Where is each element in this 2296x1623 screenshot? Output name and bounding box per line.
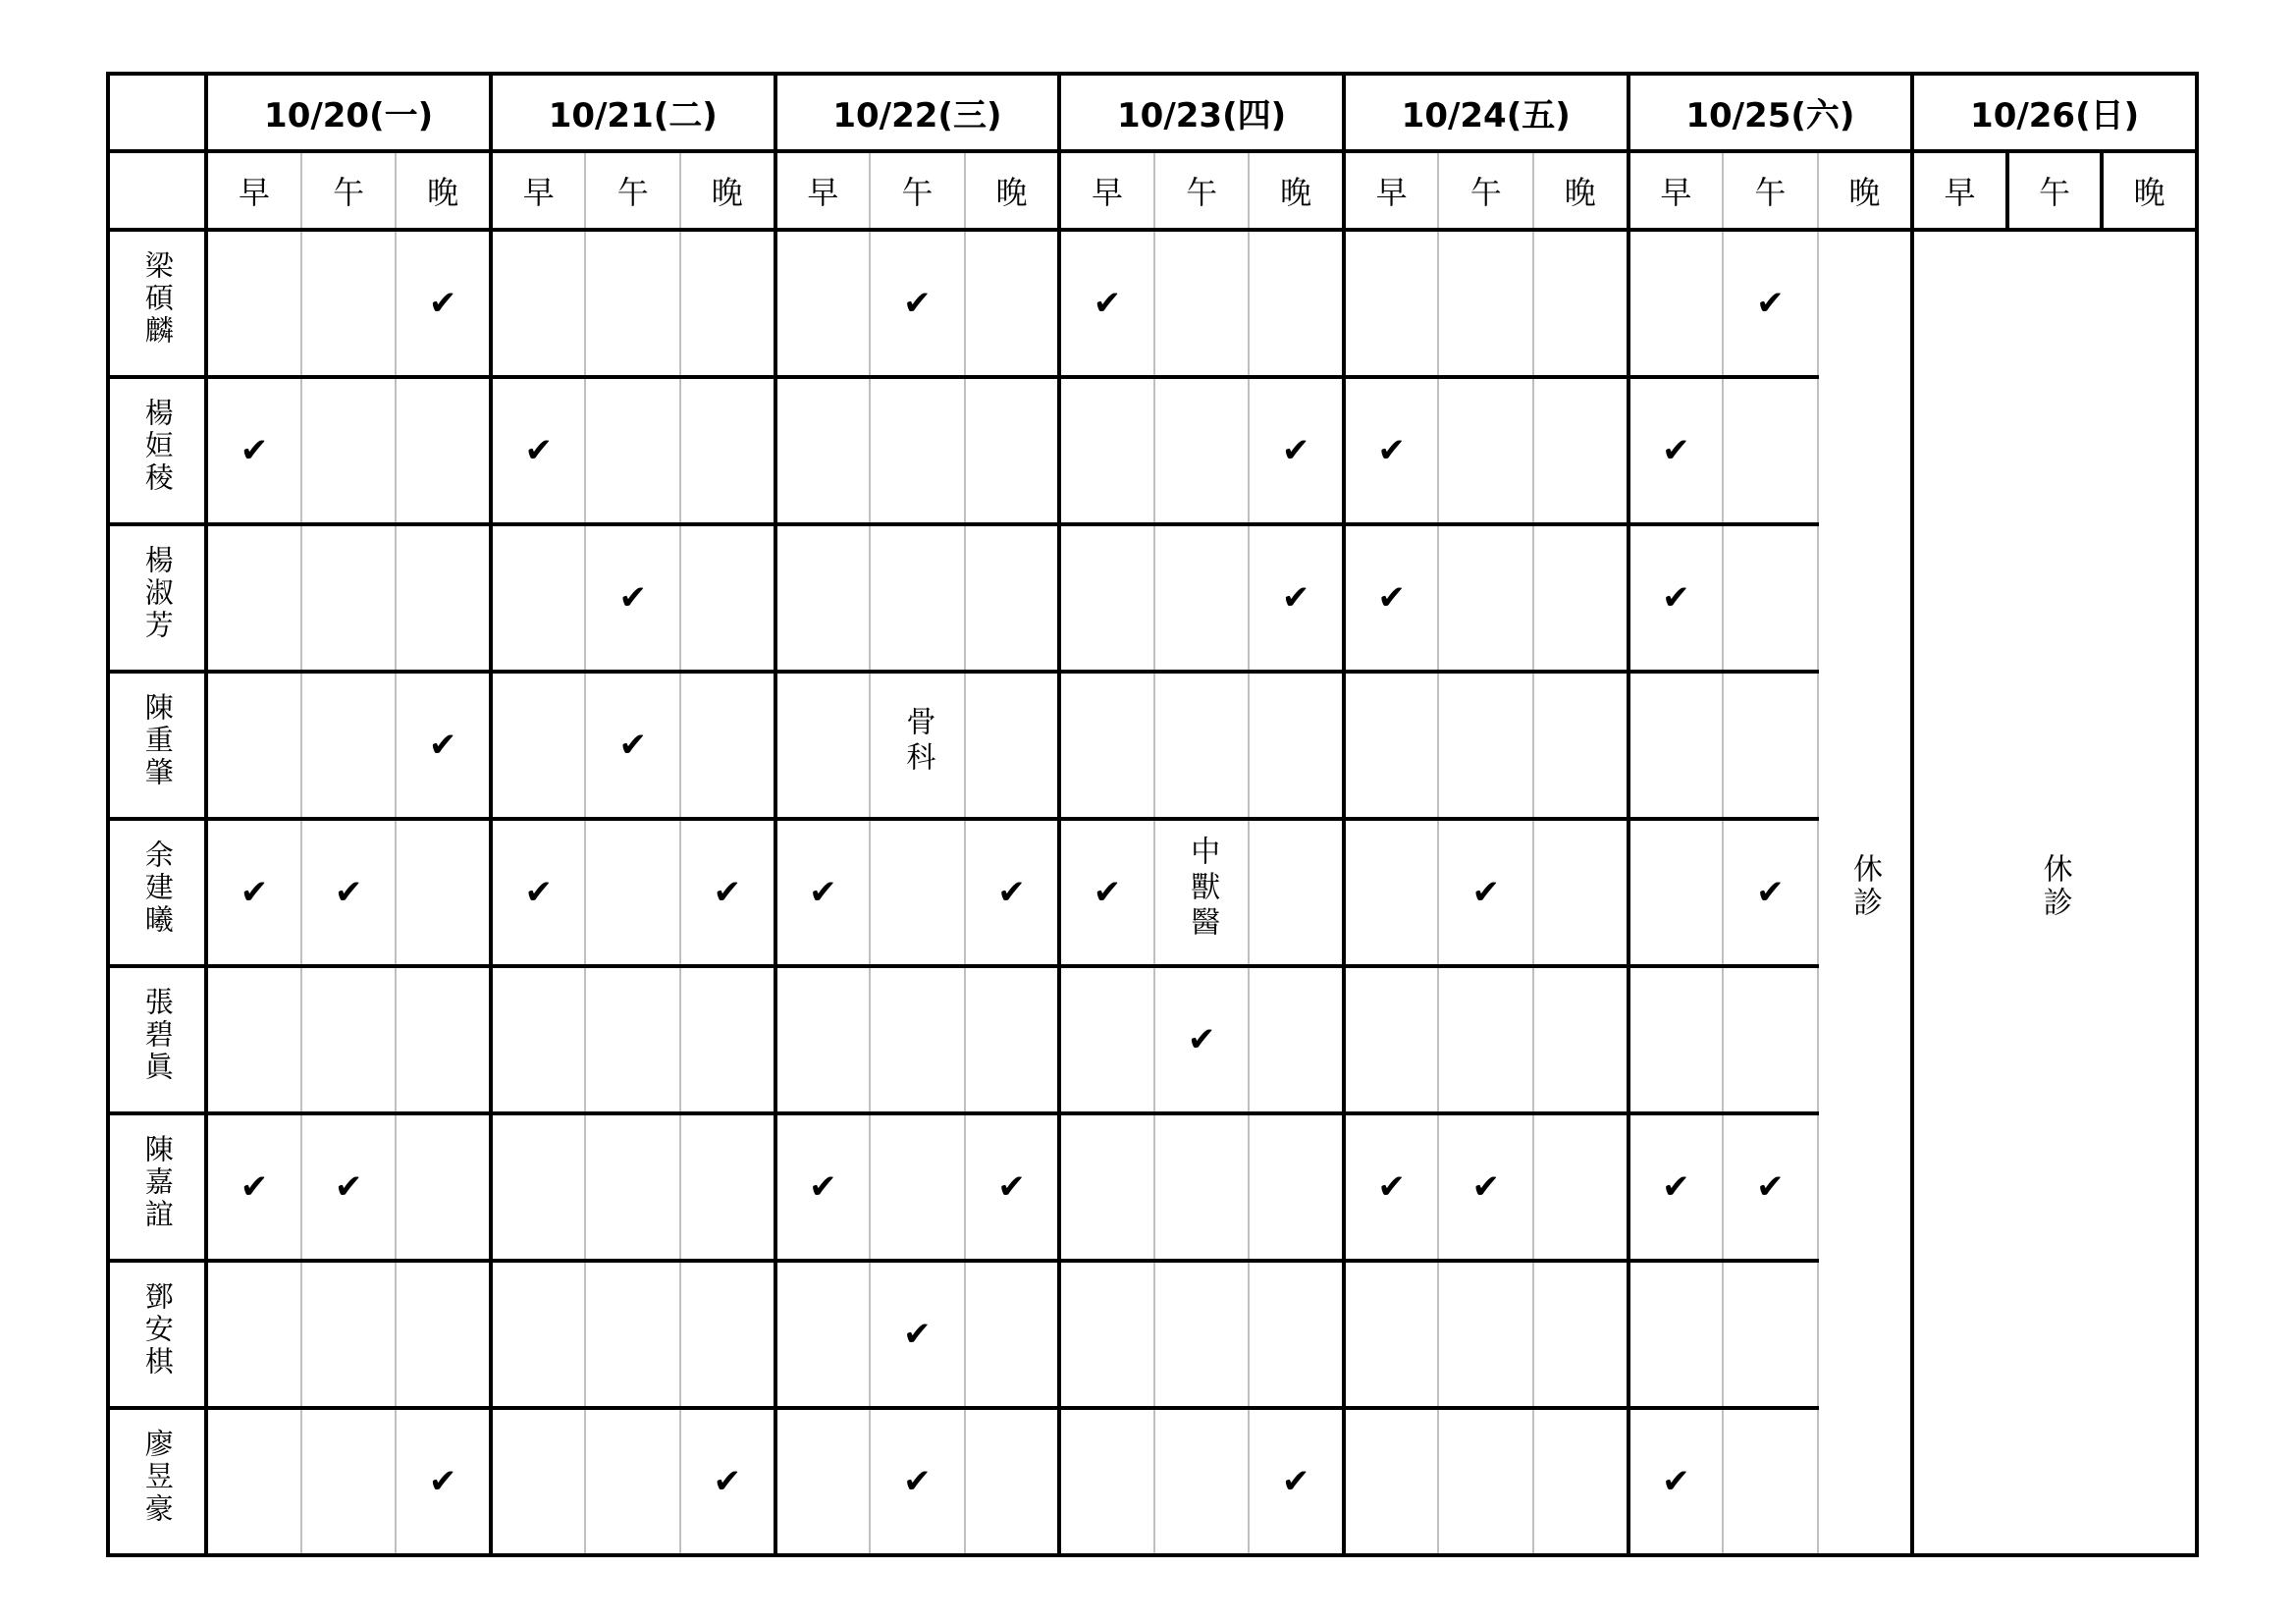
schedule-cell (301, 377, 397, 524)
schedule-cell (585, 672, 680, 819)
slot-label: 晚 (965, 151, 1060, 230)
schedule-cell (1249, 230, 1344, 377)
schedule-cell (1059, 377, 1154, 524)
schedule-cell (870, 1408, 965, 1555)
date-header: 10/21(二) (491, 74, 775, 151)
schedule-cell (1629, 966, 1724, 1113)
slot-label: 晚 (1249, 151, 1344, 230)
schedule-cell (1629, 524, 1724, 672)
doctor-name-cell (108, 377, 206, 524)
schedule-cell (1533, 1408, 1629, 1555)
schedule-cell (301, 819, 397, 966)
schedule-cell (1533, 1113, 1629, 1261)
slot-label: 晚 (1533, 151, 1629, 230)
schedule-cell (396, 377, 491, 524)
check-mark: ✔ (809, 1167, 837, 1207)
schedule-cell (1438, 1261, 1533, 1408)
schedule-cell (1344, 1408, 1439, 1555)
slot-label: 晚 (396, 151, 491, 230)
check-mark: ✔ (618, 726, 647, 765)
check-mark: ✔ (1281, 431, 1310, 470)
check-mark: ✔ (1471, 1167, 1500, 1207)
slot-label: 午 (870, 151, 965, 230)
schedule-cell (1344, 966, 1439, 1113)
schedule-cell (870, 966, 965, 1113)
doctor-name: 楊姮稜 (140, 397, 175, 495)
schedule-cell (1059, 1408, 1154, 1555)
schedule-cell (1629, 819, 1724, 966)
schedule-cell (965, 1261, 1060, 1408)
schedule-cell (1344, 1113, 1439, 1261)
schedule-cell (1154, 1113, 1250, 1261)
doctor-name: 陳嘉誼 (140, 1133, 175, 1231)
schedule-cell (1438, 672, 1533, 819)
schedule-cell (585, 377, 680, 524)
schedule-cell (206, 230, 301, 377)
cell-note: 骨科 (900, 706, 935, 777)
schedule-cell (491, 377, 586, 524)
schedule-cell (870, 672, 965, 819)
schedule-cell (680, 1261, 775, 1408)
schedule-cell (206, 966, 301, 1113)
check-mark: ✔ (1662, 431, 1690, 470)
schedule-cell (206, 377, 301, 524)
check-mark: ✔ (713, 1462, 742, 1501)
closed-sat-evening (1818, 230, 1913, 1555)
schedule-cell (585, 1261, 680, 1408)
schedule-cell (491, 1113, 586, 1261)
schedule-cell (1533, 230, 1629, 377)
schedule-cell (301, 1261, 397, 1408)
schedule-cell (491, 1408, 586, 1555)
schedule-cell (1723, 1408, 1818, 1555)
slot-label: 早 (491, 151, 586, 230)
schedule-cell (1154, 1261, 1250, 1408)
schedule-cell (680, 1408, 775, 1555)
schedule-cell (1154, 377, 1250, 524)
closed-label: 休診 (1846, 852, 1882, 920)
check-mark: ✔ (524, 431, 553, 470)
schedule-cell (396, 1408, 491, 1555)
check-mark: ✔ (903, 1462, 932, 1501)
schedule-cell (1723, 966, 1818, 1113)
slot-label: 早 (1912, 151, 2007, 230)
check-mark: ✔ (1377, 1167, 1406, 1207)
schedule-cell (1438, 819, 1533, 966)
check-mark: ✔ (428, 726, 457, 765)
schedule-cell (1249, 1408, 1344, 1555)
check-mark: ✔ (903, 1315, 932, 1354)
slot-label: 午 (1154, 151, 1250, 230)
schedule-cell (680, 230, 775, 377)
date-header: 10/26(日) (1912, 74, 2197, 151)
schedule-cell (1059, 524, 1154, 672)
schedule-cell (1154, 230, 1250, 377)
doctor-name-cell (108, 1408, 206, 1555)
schedule-cell (775, 672, 871, 819)
schedule-table (106, 72, 2199, 1557)
schedule-cell (870, 524, 965, 672)
schedule-cell (585, 966, 680, 1113)
schedule-cell (870, 377, 965, 524)
schedule-cell (1723, 819, 1818, 966)
schedule-cell (775, 377, 871, 524)
schedule-cell (396, 966, 491, 1113)
schedule-cell (775, 1113, 871, 1261)
closed-label: 休診 (2037, 852, 2072, 920)
schedule-cell (870, 1113, 965, 1261)
cell-note: 中獸醫 (1185, 836, 1220, 942)
schedule-cell (1723, 1261, 1818, 1408)
schedule-cell (1344, 1261, 1439, 1408)
schedule-cell (396, 819, 491, 966)
schedule-cell (1344, 819, 1439, 966)
doctor-name: 張碧眞 (140, 986, 175, 1084)
check-mark: ✔ (1756, 284, 1785, 323)
schedule-cell (206, 524, 301, 672)
doctor-name-cell (108, 966, 206, 1113)
schedule-cell (301, 966, 397, 1113)
schedule-cell (1154, 966, 1250, 1113)
check-mark: ✔ (428, 1462, 457, 1501)
schedule-cell (1249, 1113, 1344, 1261)
check-mark: ✔ (997, 873, 1026, 912)
check-mark: ✔ (713, 873, 742, 912)
check-mark: ✔ (1281, 1462, 1310, 1501)
schedule-cell (396, 524, 491, 672)
check-mark: ✔ (1662, 1462, 1690, 1501)
slot-label: 早 (206, 151, 301, 230)
schedule-cell (1533, 1261, 1629, 1408)
check-mark: ✔ (240, 873, 269, 912)
schedule-cell (1154, 1408, 1250, 1555)
check-mark: ✔ (618, 578, 647, 618)
check-mark: ✔ (240, 431, 269, 470)
slot-label: 晚 (680, 151, 775, 230)
slot-label: 早 (775, 151, 871, 230)
schedule-cell (491, 966, 586, 1113)
schedule-cell (396, 1113, 491, 1261)
schedule-cell (965, 672, 1060, 819)
schedule-cell (775, 1261, 871, 1408)
schedule-cell (870, 819, 965, 966)
schedule-cell (775, 966, 871, 1113)
schedule-cell (1438, 524, 1533, 672)
schedule-cell (775, 230, 871, 377)
schedule-cell (870, 1261, 965, 1408)
schedule-cell (1059, 819, 1154, 966)
slot-label: 午 (585, 151, 680, 230)
schedule-cell (1723, 672, 1818, 819)
check-mark: ✔ (1093, 873, 1122, 912)
schedule-cell (491, 672, 586, 819)
schedule-cell (1154, 819, 1250, 966)
doctor-name-cell (108, 819, 206, 966)
schedule-cell (206, 1261, 301, 1408)
schedule-cell (965, 230, 1060, 377)
schedule-cell (491, 524, 586, 672)
date-header: 10/22(三) (775, 74, 1060, 151)
schedule-cell (965, 819, 1060, 966)
check-mark: ✔ (1093, 284, 1122, 323)
schedule-cell (1533, 377, 1629, 524)
schedule-cell (1249, 1261, 1344, 1408)
schedule-cell (680, 1113, 775, 1261)
check-mark: ✔ (997, 1167, 1026, 1207)
slot-label: 早 (1629, 151, 1724, 230)
doctor-name-cell (108, 672, 206, 819)
check-mark: ✔ (1662, 578, 1690, 618)
schedule-cell (965, 1113, 1060, 1261)
doctor-name: 鄧安棋 (140, 1280, 175, 1379)
schedule-cell (1723, 1113, 1818, 1261)
schedule-cell (585, 1408, 680, 1555)
check-mark: ✔ (1756, 873, 1785, 912)
schedule-cell (1438, 230, 1533, 377)
schedule-cell (1344, 672, 1439, 819)
slot-label: 早 (1059, 151, 1154, 230)
doctor-name: 楊淑芳 (140, 544, 175, 642)
check-mark: ✔ (1281, 578, 1310, 618)
schedule-cell (301, 1113, 397, 1261)
check-mark: ✔ (1377, 578, 1406, 618)
schedule-cell (396, 230, 491, 377)
schedule-cell (1438, 966, 1533, 1113)
schedule-cell (585, 1113, 680, 1261)
slot-label: 晚 (1818, 151, 1913, 230)
schedule-cell (206, 1113, 301, 1261)
schedule-cell (1629, 672, 1724, 819)
schedule-cell (1629, 1113, 1724, 1261)
check-mark: ✔ (1377, 431, 1406, 470)
schedule-cell (585, 230, 680, 377)
doctor-name-cell (108, 1261, 206, 1408)
schedule-cell (1533, 819, 1629, 966)
schedule-cell (680, 377, 775, 524)
schedule-cell (491, 1261, 586, 1408)
schedule-cell (775, 819, 871, 966)
check-mark: ✔ (903, 284, 932, 323)
doctor-name-cell (108, 1113, 206, 1261)
slot-label: 午 (1438, 151, 1533, 230)
schedule-cell (680, 524, 775, 672)
schedule-cell (585, 819, 680, 966)
schedule-cell (965, 377, 1060, 524)
schedule-cell (396, 1261, 491, 1408)
slot-label: 午 (2007, 151, 2103, 230)
schedule-cell (491, 819, 586, 966)
schedule-cell (965, 524, 1060, 672)
check-mark: ✔ (428, 284, 457, 323)
doctor-name: 梁碩麟 (140, 249, 175, 348)
subheader-corner (108, 151, 206, 230)
schedule-cell (1629, 377, 1724, 524)
doctor-name: 廖昱豪 (140, 1428, 175, 1526)
closed-sunday (1912, 230, 2197, 1555)
schedule-cell (1629, 1261, 1724, 1408)
schedule-cell (1249, 819, 1344, 966)
schedule-cell (206, 819, 301, 966)
date-header: 10/24(五) (1344, 74, 1629, 151)
date-header: 10/20(一) (206, 74, 491, 151)
doctor-name-cell (108, 524, 206, 672)
schedule-cell (1154, 672, 1250, 819)
check-mark: ✔ (524, 873, 553, 912)
date-header: 10/23(四) (1059, 74, 1344, 151)
schedule-cell (206, 672, 301, 819)
check-mark: ✔ (1471, 873, 1500, 912)
schedule-cell (1438, 377, 1533, 524)
schedule-cell (206, 1408, 301, 1555)
schedule-cell (1533, 672, 1629, 819)
schedule-cell (965, 1408, 1060, 1555)
check-mark: ✔ (334, 1167, 363, 1207)
slot-label: 早 (1344, 151, 1439, 230)
schedule-cell (1059, 1113, 1154, 1261)
schedule-cell (1059, 966, 1154, 1113)
schedule-cell (1723, 524, 1818, 672)
doctor-name: 余建曦 (140, 839, 175, 937)
slot-label: 晚 (2102, 151, 2197, 230)
header-corner (108, 74, 206, 151)
schedule-cell (1533, 524, 1629, 672)
schedule-cell (1154, 524, 1250, 672)
schedule-cell (1059, 672, 1154, 819)
schedule-cell (1723, 230, 1818, 377)
schedule-cell (680, 819, 775, 966)
schedule-cell (1249, 672, 1344, 819)
schedule-cell (775, 524, 871, 672)
schedule-cell (396, 672, 491, 819)
check-mark: ✔ (1187, 1020, 1216, 1059)
schedule-cell (301, 1408, 397, 1555)
schedule-cell (1629, 230, 1724, 377)
schedule-cell (870, 230, 965, 377)
slot-label: 午 (1723, 151, 1818, 230)
schedule-cell (965, 966, 1060, 1113)
schedule-cell (1344, 524, 1439, 672)
doctor-name-cell (108, 230, 206, 377)
check-mark: ✔ (240, 1167, 269, 1207)
check-mark: ✔ (809, 873, 837, 912)
schedule-cell (1438, 1113, 1533, 1261)
schedule-cell (491, 230, 586, 377)
schedule-cell (1344, 230, 1439, 377)
doctor-row (108, 230, 2197, 377)
check-mark: ✔ (1662, 1167, 1690, 1207)
schedule-cell (301, 230, 397, 377)
schedule-cell (1629, 1408, 1724, 1555)
schedule-cell (680, 672, 775, 819)
schedule-cell (680, 966, 775, 1113)
schedule-cell (1723, 377, 1818, 524)
date-header: 10/25(六) (1629, 74, 1913, 151)
schedule-cell (1249, 377, 1344, 524)
slot-label: 午 (301, 151, 397, 230)
check-mark: ✔ (1756, 1167, 1785, 1207)
schedule-cell (1249, 966, 1344, 1113)
schedule-cell (301, 672, 397, 819)
schedule-cell (1344, 377, 1439, 524)
schedule-cell (775, 1408, 871, 1555)
schedule-cell (301, 524, 397, 672)
check-mark: ✔ (334, 873, 363, 912)
schedule-cell (1438, 1408, 1533, 1555)
schedule-cell (1249, 524, 1344, 672)
doctor-name: 陳重肇 (140, 691, 175, 789)
schedule-cell (1059, 230, 1154, 377)
schedule-cell (1533, 966, 1629, 1113)
schedule-cell (1059, 1261, 1154, 1408)
schedule-cell (585, 524, 680, 672)
